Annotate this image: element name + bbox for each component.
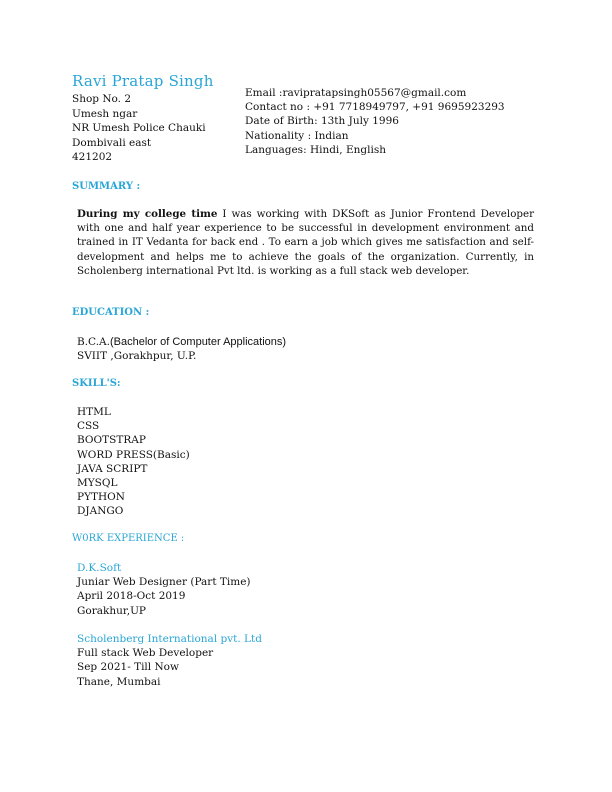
education-heading: EDUCATION : <box>72 307 150 318</box>
nationality-text: Nationality : Indian <box>245 129 349 142</box>
institute-text: SVIIT ,Gorakhpur, U.P. <box>77 350 197 363</box>
address-line: Shop No. 2 <box>72 93 132 105</box>
resume-name: Ravi Pratap Singh <box>72 72 214 90</box>
address-line: Dombivali east <box>72 136 152 149</box>
skills-list <box>77 405 190 519</box>
dob-text: Date of Birth: 13th July 1996 <box>245 115 399 128</box>
job-company: D.K.Soft <box>77 562 122 574</box>
skills-heading: SKILL'S: <box>72 378 121 389</box>
skill-item: JAVA SCRIPT <box>77 462 148 475</box>
skill-item: PYTHON <box>77 491 125 504</box>
job-entry <box>77 632 262 689</box>
skill-item: DJANGO <box>77 505 124 518</box>
phone-text: Contact no : +91 7718949797, +91 9695923293 <box>245 101 505 114</box>
address-line: 421202 <box>72 151 113 163</box>
summary-lead: During my college time <box>77 208 218 220</box>
experience-heading: W0RK EXPERIENCE : <box>72 533 185 544</box>
job-role: Full stack Web Developer <box>77 647 214 660</box>
contact-block <box>245 86 505 157</box>
job-entry <box>77 561 251 618</box>
education-block <box>77 335 286 363</box>
job-company: Scholenberg International pvt. Ltd <box>77 633 262 645</box>
languages-text: Languages: Hindi, English <box>245 143 386 156</box>
job-location: Gorakhur,UP <box>77 604 146 617</box>
address-block <box>72 92 206 165</box>
summary-heading: SUMMARY : <box>72 181 141 192</box>
skill-item: BOOTSTRAP <box>77 434 146 447</box>
address-line: Umesh ngar <box>72 107 138 120</box>
degree-line <box>77 335 286 349</box>
skill-item: MYSQL <box>77 477 118 490</box>
email-text: Email :ravipratapsingh05567@gmail.com <box>245 87 467 99</box>
job-period: Sep 2021- Till Now <box>77 661 179 674</box>
job-period: April 2018-Oct 2019 <box>77 590 186 603</box>
address-line: NR Umesh Police Chauki <box>72 122 206 134</box>
skill-item: CSS <box>77 420 100 433</box>
job-location: Thane, Mumbai <box>77 675 161 688</box>
summary-paragraph <box>77 207 534 278</box>
degree-abbr: B.C.A. <box>77 336 110 348</box>
degree-full: (Bachelor of Computer Applications) <box>109 336 287 348</box>
skill-item: WORD PRESS(Basic) <box>77 448 190 461</box>
skill-item: HTML <box>77 406 111 418</box>
job-role: Juniar Web Designer (Part Time) <box>77 576 251 589</box>
summary-text: I was working with DKSoft as Junior Frontend Developer with one and half year experience to be successful in development environment and trained in IT Vedanta for back end . To earn a job which gives me satisfaction and self-development and helps me to achieve the goals of the organization. Currently, in Scholenberg international Pvt ltd. is working as a full stack web developer. <box>77 208 534 277</box>
